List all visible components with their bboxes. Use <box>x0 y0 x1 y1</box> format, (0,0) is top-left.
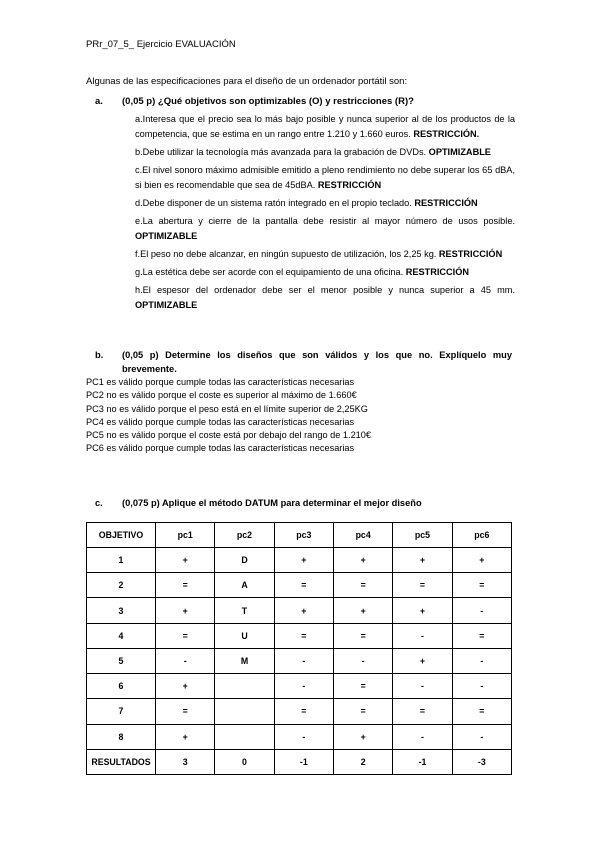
intro-text: Algunas de las especificaciones para el diseño de un ordenador portátil son: <box>86 76 408 87</box>
document-header: PRr_07_5_ Ejercicio EVALUACIÓN <box>86 39 236 50</box>
table-cell: + <box>333 548 392 573</box>
question-c-text: (0,075 p) Aplique el método DATUM para determinar el mejor diseño <box>122 498 422 508</box>
item-tag: OPTIMIZABLE <box>135 231 198 241</box>
table-cell: - <box>274 674 333 699</box>
table-cell: M <box>215 648 274 673</box>
table-row <box>87 548 512 573</box>
question-b <box>95 348 515 376</box>
item-text: f.El peso no debe alcanzar, en ningún supuesto de utilización, los 2,25 kg. <box>135 249 437 259</box>
table-row <box>87 598 512 623</box>
table-row <box>87 699 512 724</box>
table-cell: = <box>333 573 392 598</box>
header-cell: OBJETIVO <box>87 523 156 548</box>
table-cell: + <box>393 598 452 623</box>
question-c-label: c. <box>95 498 103 508</box>
table-cell: - <box>452 724 511 749</box>
question-a <box>95 96 414 107</box>
row-label-cell: RESULTADOS <box>87 749 156 774</box>
header-cell: pc6 <box>452 523 511 548</box>
table-cell: - <box>393 674 452 699</box>
row-label-cell: 3 <box>87 598 156 623</box>
table-row <box>87 674 512 699</box>
list-item <box>135 112 515 142</box>
table-cell <box>215 724 274 749</box>
table-cell: -1 <box>393 749 452 774</box>
item-tag: RESTRICCIÓN. <box>413 129 480 139</box>
header-cell: pc5 <box>393 523 452 548</box>
answer-line: PC4 es válido porque cumple todas las características necesarias <box>86 416 355 427</box>
question-a-items <box>135 112 515 316</box>
table-cell: - <box>452 598 511 623</box>
item-tag: RESTRICCIÓN <box>405 267 470 277</box>
item-tag: OPTIMIZABLE <box>428 147 491 157</box>
table-cell: = <box>333 674 392 699</box>
item-text: c.El nivel sonoro máximo admisible emitido a pleno rendimiento no debe superar los 65 dBA, si bien es recomendable que sea de 45dBA. <box>135 165 515 190</box>
table-cell: = <box>156 623 215 648</box>
table-cell: + <box>274 598 333 623</box>
row-label-cell: 7 <box>87 699 156 724</box>
table-cell: = <box>452 699 511 724</box>
table-row <box>87 724 512 749</box>
table-cell: = <box>393 699 452 724</box>
row-label-cell: 2 <box>87 573 156 598</box>
table-cell: + <box>393 548 452 573</box>
question-b-text: (0,05 p) Determine los diseños que son válidos y los que no. Explíquelo muy brevemente. <box>122 350 512 374</box>
table-cell: = <box>274 699 333 724</box>
table-cell: + <box>156 598 215 623</box>
table-cell: = <box>156 573 215 598</box>
table-cell: - <box>452 648 511 673</box>
table-row <box>87 623 512 648</box>
header-cell: pc2 <box>215 523 274 548</box>
table-cell: - <box>274 724 333 749</box>
table-cell: = <box>333 699 392 724</box>
item-tag: RESTRICCIÓN <box>414 198 478 208</box>
table-cell: + <box>333 724 392 749</box>
list-item <box>135 214 515 244</box>
table-cell: U <box>215 623 274 648</box>
item-text: h.El espesor del ordenador debe ser el menor posible y nunca superior a 45 mm. <box>135 285 515 295</box>
table-cell: 3 <box>156 749 215 774</box>
question-c <box>95 498 422 508</box>
answer-line: PC5 no es válido porque el coste está por debajo del rango de 1.210€ <box>86 430 372 441</box>
table-row <box>87 573 512 598</box>
item-text: g.La estética debe ser acorde con el equipamiento de una oficina. <box>135 267 404 277</box>
table-cell <box>215 699 274 724</box>
table-cell: 0 <box>215 749 274 774</box>
table-cell: 2 <box>333 749 392 774</box>
row-label-cell: 8 <box>87 724 156 749</box>
table-cell: + <box>156 548 215 573</box>
table-row <box>87 648 512 673</box>
list-item <box>135 145 515 160</box>
table-cell: - <box>393 623 452 648</box>
answer-line: PC2 no es válido porque el coste es superior al máximo de 1.660€ <box>86 390 357 401</box>
table-cell: + <box>156 724 215 749</box>
item-tag: RESTRICCIÓN <box>438 249 503 259</box>
table-cell: -3 <box>452 749 511 774</box>
table-cell: - <box>393 724 452 749</box>
question-a-label: a. <box>95 96 103 107</box>
table-cell: + <box>393 648 452 673</box>
table-cell: D <box>215 548 274 573</box>
table-cell: = <box>452 573 511 598</box>
item-tag: RESTRICCIÓN <box>317 180 382 190</box>
item-tag: OPTIMIZABLE <box>135 300 198 310</box>
table-cell <box>215 674 274 699</box>
question-a-text: (0,05 p) ¿Qué objetivos son optimizables (O) y restricciones (R)? <box>122 96 414 107</box>
row-label-cell: 4 <box>87 623 156 648</box>
table-cell: A <box>215 573 274 598</box>
table-cell: -1 <box>274 749 333 774</box>
list-item <box>135 283 515 313</box>
table-cell: - <box>452 674 511 699</box>
table-cell: - <box>156 648 215 673</box>
header-cell: pc4 <box>333 523 392 548</box>
question-b-label: b. <box>95 350 104 360</box>
table-cell: + <box>452 548 511 573</box>
table-cell: - <box>274 648 333 673</box>
table-cell: + <box>156 674 215 699</box>
table-cell: = <box>274 623 333 648</box>
item-text: e.La abertura y cierre de la pantalla debe resistir al mayor número de usos posible. <box>135 216 515 226</box>
table-cell: + <box>333 598 392 623</box>
answer-line: PC3 no es válido porque el peso está en el límite superior de 2,25KG <box>86 403 368 414</box>
item-text: d.Debe disponer de un sistema ratón integrado en el propio teclado. <box>135 198 412 208</box>
table-cell: + <box>274 548 333 573</box>
list-item <box>135 265 515 280</box>
table-cell: = <box>393 573 452 598</box>
answer-line: PC6 es válido porque cumple todas las características necesarias <box>86 443 355 454</box>
table-cell: T <box>215 598 274 623</box>
list-item <box>135 163 515 193</box>
list-item <box>135 196 515 211</box>
table-row <box>87 749 512 774</box>
item-text: b.Debe utilizar la tecnología más avanzada para la grabación de DVDs. <box>135 147 427 157</box>
answer-line: PC1 es válido porque cumple todas las características necesarias <box>86 377 355 387</box>
table-cell: = <box>333 623 392 648</box>
row-label-cell: 5 <box>87 648 156 673</box>
row-label-cell: 1 <box>87 548 156 573</box>
item-text: a.Interesa que el precio sea lo más bajo posible y nunca superior al de los productos de la competencia, que se estima en un rango entre 1.210 y 1.660 euros. <box>135 114 515 139</box>
list-item <box>135 247 515 262</box>
row-label-cell: 6 <box>87 674 156 699</box>
header-cell: pc3 <box>274 523 333 548</box>
table-cell: = <box>274 573 333 598</box>
table-header-row <box>87 523 512 548</box>
table-cell: = <box>452 623 511 648</box>
table-cell: = <box>156 699 215 724</box>
header-cell: pc1 <box>156 523 215 548</box>
table-cell: - <box>333 648 392 673</box>
datum-table <box>86 522 512 775</box>
question-b-answers <box>86 376 371 456</box>
datum-table-body <box>87 548 512 775</box>
